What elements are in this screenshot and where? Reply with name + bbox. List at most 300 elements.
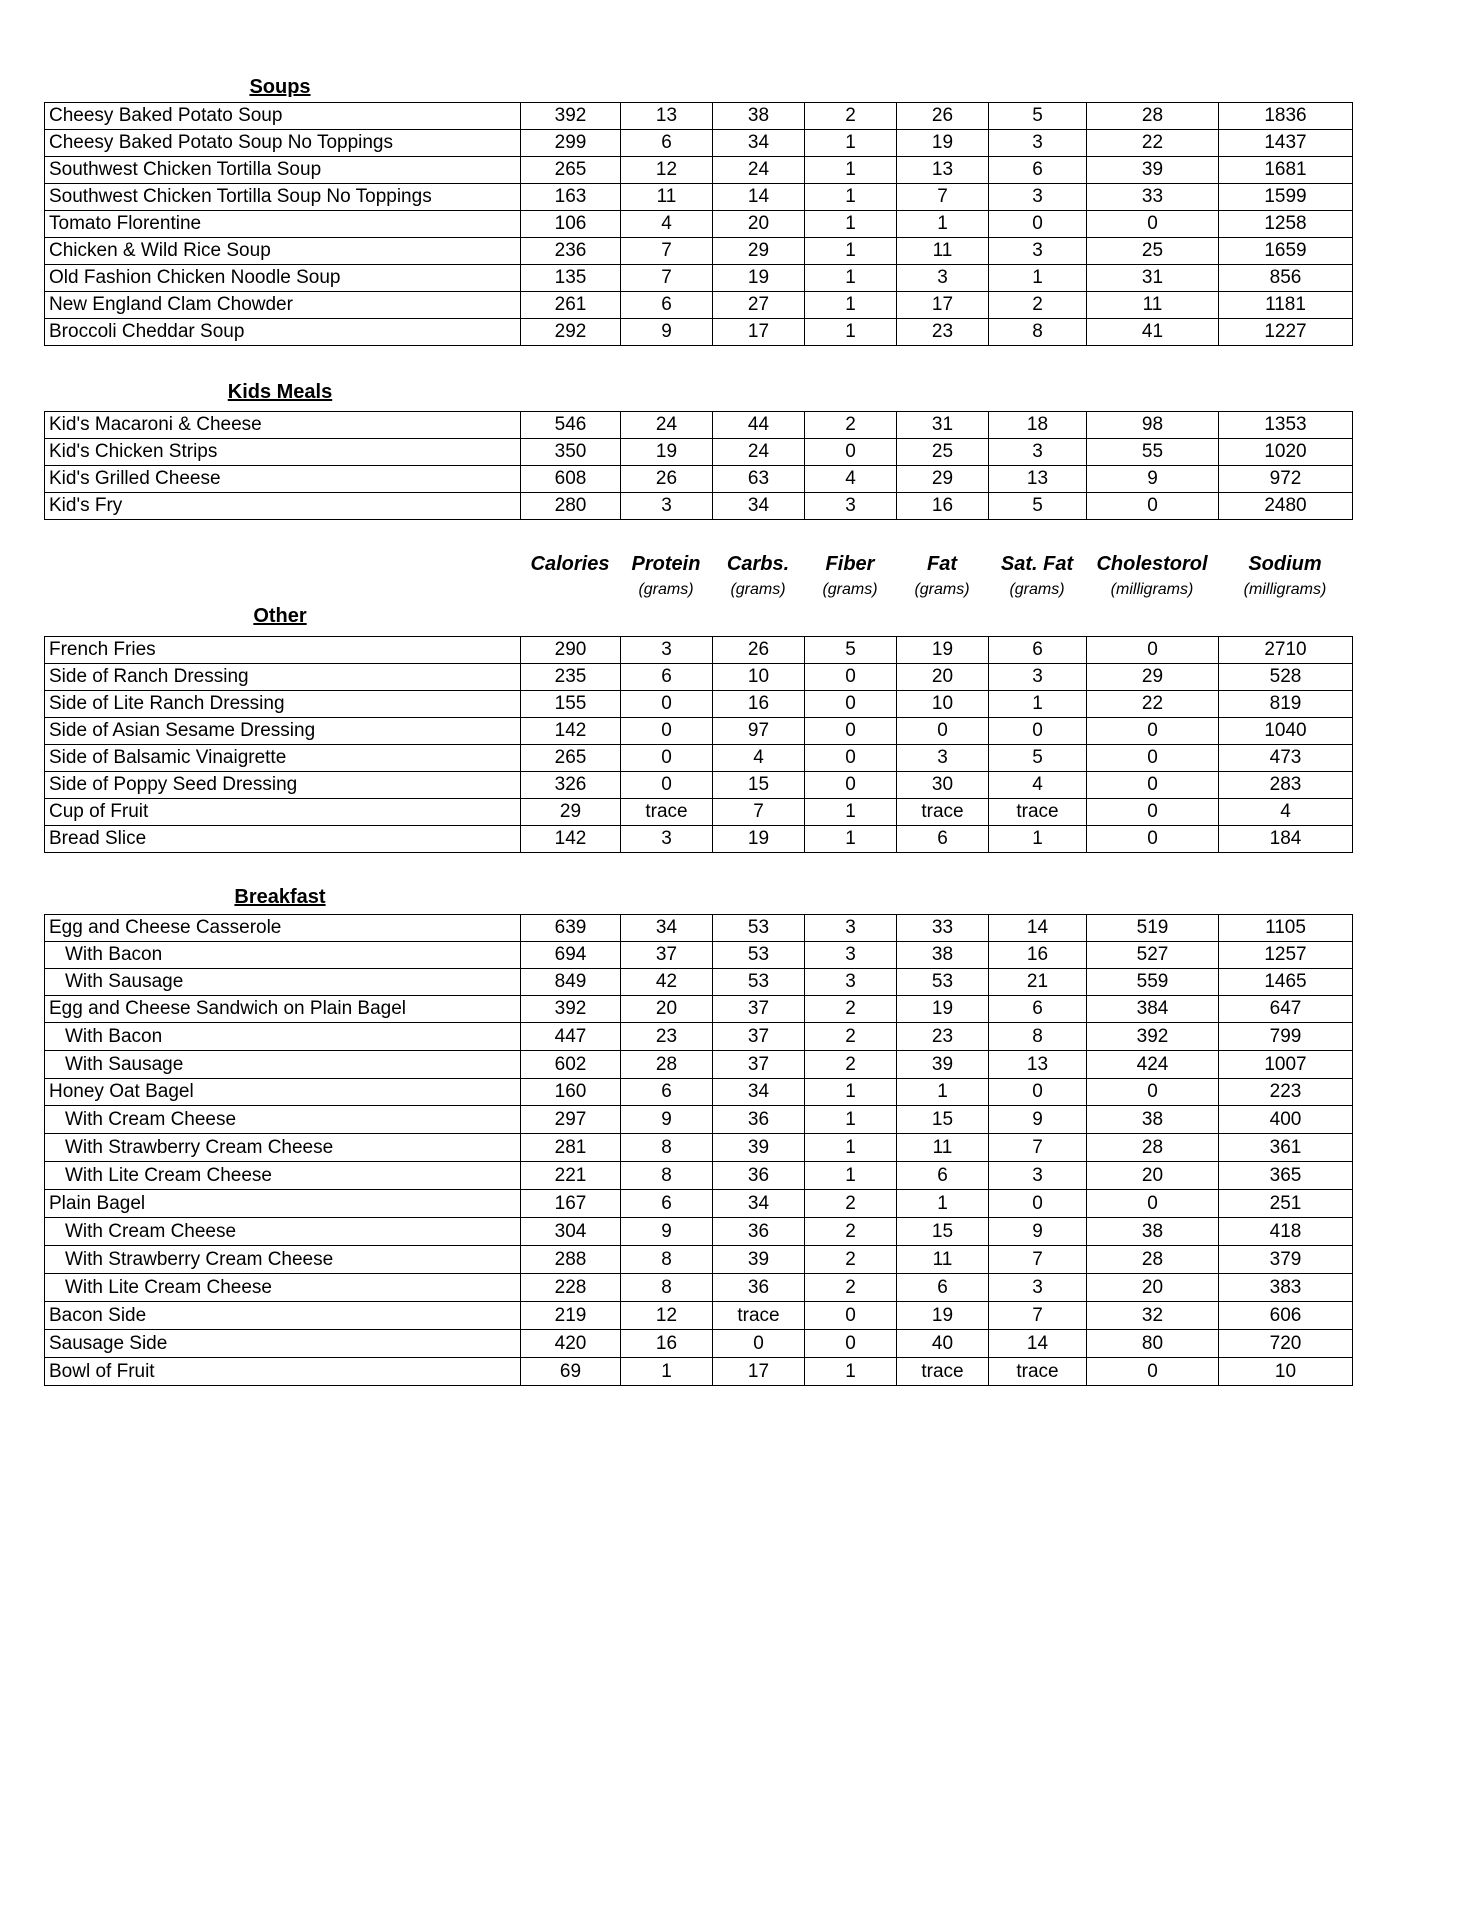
item-name: Bacon Side [45, 1302, 521, 1330]
carbs-value: 34 [713, 493, 805, 520]
fat-value: 19 [897, 637, 989, 664]
table-row [45, 1023, 1353, 1051]
calories-value: 163 [521, 184, 621, 211]
calories-value: 69 [521, 1358, 621, 1386]
sat-fat-value: 5 [989, 493, 1087, 520]
carbs-value: 17 [713, 319, 805, 346]
cholesterol-value: 559 [1087, 969, 1219, 996]
item-name: Side of Balsamic Vinaigrette [45, 745, 521, 772]
table-row [45, 1134, 1353, 1162]
cholesterol-value: 22 [1087, 691, 1219, 718]
protein-value: 1 [621, 1358, 713, 1386]
table-row [45, 1330, 1353, 1358]
item-name: Side of Ranch Dressing [45, 664, 521, 691]
column-label: Sat. Fat [1000, 553, 1074, 575]
table-row [45, 969, 1353, 996]
sodium-value: 418 [1219, 1218, 1353, 1246]
sat-fat-value: 9 [989, 1218, 1087, 1246]
protein-value: 0 [621, 772, 713, 799]
fat-value: 39 [897, 1051, 989, 1079]
carbs-value: 17 [713, 1358, 805, 1386]
calories-value: 447 [521, 1023, 621, 1051]
column-header-calories [520, 551, 620, 577]
fat-value: 19 [897, 130, 989, 157]
protein-value: trace [621, 799, 713, 826]
item-name: Plain Bagel [45, 1190, 521, 1218]
fiber-value: 1 [805, 265, 897, 292]
fiber-value: 2 [805, 1246, 897, 1274]
sodium-value: 647 [1219, 996, 1353, 1023]
sodium-value: 10 [1219, 1358, 1353, 1386]
sodium-value: 1257 [1219, 942, 1353, 969]
sodium-value: 1020 [1219, 439, 1353, 466]
carbs-value: 19 [713, 265, 805, 292]
calories-value: 304 [521, 1218, 621, 1246]
item-name: Old Fashion Chicken Noodle Soup [45, 265, 521, 292]
fiber-value: 2 [805, 1218, 897, 1246]
carbs-value: 37 [713, 1051, 805, 1079]
protein-value: 11 [621, 184, 713, 211]
sodium-value: 1040 [1219, 718, 1353, 745]
protein-value: 6 [621, 292, 713, 319]
fiber-value: 2 [805, 103, 897, 130]
fat-value: 11 [897, 1246, 989, 1274]
sodium-value: 819 [1219, 691, 1353, 718]
sodium-value: 379 [1219, 1246, 1353, 1274]
fat-value: 6 [897, 1162, 989, 1190]
fiber-value: 2 [805, 996, 897, 1023]
fat-value: 23 [897, 319, 989, 346]
calories-value: 265 [521, 745, 621, 772]
sodium-value: 1659 [1219, 238, 1353, 265]
protein-value: 6 [621, 1190, 713, 1218]
item-name: New England Clam Chowder [45, 292, 521, 319]
sat-fat-value: 5 [989, 745, 1087, 772]
calories-value: 236 [521, 238, 621, 265]
sat-fat-value: 2 [989, 292, 1087, 319]
fat-value: 17 [897, 292, 989, 319]
cholesterol-value: 0 [1087, 718, 1219, 745]
sodium-value: 1836 [1219, 103, 1353, 130]
protein-value: 3 [621, 826, 713, 853]
item-name: Egg and Cheese Sandwich on Plain Bagel [45, 996, 521, 1023]
sodium-value: 528 [1219, 664, 1353, 691]
table-row [45, 319, 1353, 346]
section-title-other: Other [253, 605, 307, 627]
carbs-value: 36 [713, 1274, 805, 1302]
cholesterol-value: 22 [1087, 130, 1219, 157]
protein-value: 7 [621, 238, 713, 265]
sodium-value: 799 [1219, 1023, 1353, 1051]
item-name: With Cream Cheese [45, 1218, 521, 1246]
sodium-value: 383 [1219, 1274, 1353, 1302]
fiber-value: 4 [805, 466, 897, 493]
fat-value: 0 [897, 718, 989, 745]
cholesterol-value: 39 [1087, 157, 1219, 184]
sat-fat-value: 18 [989, 412, 1087, 439]
cholesterol-value: 28 [1087, 103, 1219, 130]
calories-value: 265 [521, 157, 621, 184]
column-unit: (grams) [1009, 581, 1065, 598]
sodium-value: 1681 [1219, 157, 1353, 184]
table-row [45, 915, 1353, 942]
protein-value: 19 [621, 439, 713, 466]
fiber-value: 0 [805, 745, 897, 772]
carbs-value: 4 [713, 745, 805, 772]
fiber-value: 0 [805, 691, 897, 718]
protein-value: 26 [621, 466, 713, 493]
column-header-sat-fat [988, 551, 1086, 601]
carbs-value: 39 [713, 1246, 805, 1274]
fat-value: 33 [897, 915, 989, 942]
cholesterol-value: 0 [1087, 772, 1219, 799]
item-name: Side of Asian Sesame Dressing [45, 718, 521, 745]
kids-meals-table [44, 411, 1353, 520]
calories-value: 155 [521, 691, 621, 718]
calories-value: 281 [521, 1134, 621, 1162]
protein-value: 7 [621, 265, 713, 292]
fiber-value: 1 [805, 1358, 897, 1386]
calories-value: 420 [521, 1330, 621, 1358]
fiber-value: 3 [805, 969, 897, 996]
sat-fat-value: 0 [989, 211, 1087, 238]
fiber-value: 2 [805, 1051, 897, 1079]
carbs-value: 7 [713, 799, 805, 826]
fat-value: 15 [897, 1106, 989, 1134]
item-name: Kid's Grilled Cheese [45, 466, 521, 493]
table-row [45, 265, 1353, 292]
fiber-value: 2 [805, 412, 897, 439]
protein-value: 23 [621, 1023, 713, 1051]
calories-value: 29 [521, 799, 621, 826]
item-name: Side of Poppy Seed Dressing [45, 772, 521, 799]
fiber-value: 1 [805, 292, 897, 319]
table-row [45, 1190, 1353, 1218]
sat-fat-value: 3 [989, 184, 1087, 211]
sodium-value: 1437 [1219, 130, 1353, 157]
column-label: Fiber [825, 553, 875, 575]
fat-value: 1 [897, 211, 989, 238]
fat-value: 11 [897, 1134, 989, 1162]
soups-table [44, 102, 1353, 346]
item-name: Bowl of Fruit [45, 1358, 521, 1386]
item-name: Southwest Chicken Tortilla Soup No Toppings [45, 184, 521, 211]
carbs-value: 63 [713, 466, 805, 493]
table-row [45, 238, 1353, 265]
item-name: With Strawberry Cream Cheese [45, 1134, 521, 1162]
table-row [45, 103, 1353, 130]
carbs-value: 53 [713, 969, 805, 996]
fiber-value: 3 [805, 915, 897, 942]
carbs-value: 36 [713, 1106, 805, 1134]
carbs-value: 36 [713, 1162, 805, 1190]
table-row [45, 1051, 1353, 1079]
cholesterol-value: 0 [1087, 799, 1219, 826]
item-name: With Strawberry Cream Cheese [45, 1246, 521, 1274]
table-row [45, 664, 1353, 691]
sodium-value: 1465 [1219, 969, 1353, 996]
protein-value: 37 [621, 942, 713, 969]
protein-value: 0 [621, 745, 713, 772]
fiber-value: 1 [805, 1106, 897, 1134]
calories-value: 142 [521, 826, 621, 853]
fiber-value: 0 [805, 439, 897, 466]
calories-value: 228 [521, 1274, 621, 1302]
calories-value: 299 [521, 130, 621, 157]
carbs-value: 97 [713, 718, 805, 745]
table-row [45, 1106, 1353, 1134]
sat-fat-value: 3 [989, 1274, 1087, 1302]
sat-fat-value: trace [989, 799, 1087, 826]
sat-fat-value: 3 [989, 1162, 1087, 1190]
sat-fat-value: 6 [989, 996, 1087, 1023]
item-name: Sausage Side [45, 1330, 521, 1358]
sat-fat-value: 6 [989, 637, 1087, 664]
cholesterol-value: 28 [1087, 1246, 1219, 1274]
calories-value: 221 [521, 1162, 621, 1190]
item-name: With Lite Cream Cheese [45, 1274, 521, 1302]
column-unit: (milligrams) [1110, 581, 1194, 598]
fat-value: 19 [897, 996, 989, 1023]
carbs-value: 39 [713, 1134, 805, 1162]
fat-value: 1 [897, 1190, 989, 1218]
fat-value: 20 [897, 664, 989, 691]
sat-fat-value: 21 [989, 969, 1087, 996]
protein-value: 6 [621, 1079, 713, 1106]
carbs-value: 14 [713, 184, 805, 211]
sat-fat-value: 9 [989, 1106, 1087, 1134]
column-label: Carbs. [726, 553, 790, 575]
table-row [45, 1358, 1353, 1386]
table-row [45, 157, 1353, 184]
protein-value: 8 [621, 1274, 713, 1302]
carbs-value: 0 [713, 1330, 805, 1358]
cholesterol-value: 0 [1087, 637, 1219, 664]
table-row [45, 1274, 1353, 1302]
section-title-breakfast: Breakfast [234, 886, 326, 908]
calories-value: 297 [521, 1106, 621, 1134]
calories-value: 167 [521, 1190, 621, 1218]
table-row [45, 718, 1353, 745]
cholesterol-value: 55 [1087, 439, 1219, 466]
table-row [45, 466, 1353, 493]
protein-value: 12 [621, 1302, 713, 1330]
calories-value: 160 [521, 1079, 621, 1106]
fat-value: 53 [897, 969, 989, 996]
calories-value: 135 [521, 265, 621, 292]
fat-value: 6 [897, 1274, 989, 1302]
carbs-value: 34 [713, 130, 805, 157]
cholesterol-value: 392 [1087, 1023, 1219, 1051]
fat-value: 38 [897, 942, 989, 969]
table-row [45, 493, 1353, 520]
table-row [45, 691, 1353, 718]
table-row [45, 772, 1353, 799]
table-row [45, 292, 1353, 319]
item-name: Egg and Cheese Casserole [45, 915, 521, 942]
carbs-value: 27 [713, 292, 805, 319]
fiber-value: 1 [805, 319, 897, 346]
fiber-value: 0 [805, 718, 897, 745]
carbs-value: 34 [713, 1190, 805, 1218]
sat-fat-value: 14 [989, 1330, 1087, 1358]
carbs-value: 53 [713, 942, 805, 969]
fiber-value: 2 [805, 1023, 897, 1051]
column-label: Fat [927, 553, 957, 575]
protein-value: 16 [621, 1330, 713, 1358]
protein-value: 8 [621, 1162, 713, 1190]
calories-value: 326 [521, 772, 621, 799]
sodium-value: 1105 [1219, 915, 1353, 942]
cholesterol-value: 25 [1087, 238, 1219, 265]
column-header-carbs [712, 551, 804, 601]
column-label: Sodium [1248, 553, 1322, 575]
table-row [45, 130, 1353, 157]
cholesterol-value: 0 [1087, 493, 1219, 520]
fiber-value: 1 [805, 1134, 897, 1162]
cholesterol-value: 80 [1087, 1330, 1219, 1358]
cholesterol-value: 424 [1087, 1051, 1219, 1079]
sodium-value: 400 [1219, 1106, 1353, 1134]
carbs-value: 10 [713, 664, 805, 691]
item-name: With Lite Cream Cheese [45, 1162, 521, 1190]
calories-value: 694 [521, 942, 621, 969]
cholesterol-value: 0 [1087, 1358, 1219, 1386]
fiber-value: 0 [805, 664, 897, 691]
sat-fat-value: 1 [989, 826, 1087, 853]
protein-value: 42 [621, 969, 713, 996]
fat-value: 11 [897, 238, 989, 265]
fat-value: 6 [897, 826, 989, 853]
calories-value: 219 [521, 1302, 621, 1330]
item-name: French Fries [45, 637, 521, 664]
carbs-value: 26 [713, 637, 805, 664]
protein-value: 3 [621, 637, 713, 664]
carbs-value: trace [713, 1302, 805, 1330]
fat-value: 29 [897, 466, 989, 493]
column-label: Protein [631, 553, 701, 575]
table-row [45, 1302, 1353, 1330]
protein-value: 12 [621, 157, 713, 184]
protein-value: 9 [621, 319, 713, 346]
fat-value: 13 [897, 157, 989, 184]
fat-value: 23 [897, 1023, 989, 1051]
item-name: Cup of Fruit [45, 799, 521, 826]
fat-value: 40 [897, 1330, 989, 1358]
sat-fat-value: 3 [989, 238, 1087, 265]
sodium-value: 473 [1219, 745, 1353, 772]
column-unit: (grams) [730, 581, 786, 598]
item-name: With Bacon [45, 1023, 521, 1051]
column-unit: (grams) [914, 581, 970, 598]
sodium-value: 972 [1219, 466, 1353, 493]
protein-value: 3 [621, 493, 713, 520]
sat-fat-value: 7 [989, 1246, 1087, 1274]
fiber-value: 1 [805, 238, 897, 265]
fiber-value: 1 [805, 799, 897, 826]
cholesterol-value: 38 [1087, 1218, 1219, 1246]
cholesterol-value: 11 [1087, 292, 1219, 319]
cholesterol-value: 0 [1087, 211, 1219, 238]
cholesterol-value: 384 [1087, 996, 1219, 1023]
carbs-value: 38 [713, 103, 805, 130]
sat-fat-value: 1 [989, 265, 1087, 292]
sat-fat-value: 5 [989, 103, 1087, 130]
sodium-value: 720 [1219, 1330, 1353, 1358]
sodium-value: 1181 [1219, 292, 1353, 319]
cholesterol-value: 0 [1087, 826, 1219, 853]
protein-value: 6 [621, 130, 713, 157]
fiber-value: 1 [805, 826, 897, 853]
carbs-value: 44 [713, 412, 805, 439]
fat-value: 31 [897, 412, 989, 439]
sat-fat-value: 0 [989, 718, 1087, 745]
column-header-sodium [1218, 551, 1352, 601]
carbs-value: 15 [713, 772, 805, 799]
fat-value: 16 [897, 493, 989, 520]
sodium-value: 2480 [1219, 493, 1353, 520]
sodium-value: 4 [1219, 799, 1353, 826]
table-row [45, 996, 1353, 1023]
fiber-value: 0 [805, 1330, 897, 1358]
table-row [45, 184, 1353, 211]
item-name: Chicken & Wild Rice Soup [45, 238, 521, 265]
carbs-value: 19 [713, 826, 805, 853]
fat-value: 15 [897, 1218, 989, 1246]
fat-value: 26 [897, 103, 989, 130]
section-title-kids-meals: Kids Meals [227, 381, 333, 403]
sodium-value: 365 [1219, 1162, 1353, 1190]
carbs-value: 34 [713, 1079, 805, 1106]
table-row [45, 1162, 1353, 1190]
item-name: Cheesy Baked Potato Soup [45, 103, 521, 130]
item-name: Tomato Florentine [45, 211, 521, 238]
column-header-protein [620, 551, 712, 601]
fiber-value: 1 [805, 184, 897, 211]
fiber-value: 1 [805, 1162, 897, 1190]
sat-fat-value: 7 [989, 1134, 1087, 1162]
fiber-value: 0 [805, 772, 897, 799]
cholesterol-value: 0 [1087, 745, 1219, 772]
sat-fat-value: 13 [989, 466, 1087, 493]
item-name: With Sausage [45, 1051, 521, 1079]
cholesterol-value: 38 [1087, 1106, 1219, 1134]
sodium-value: 1258 [1219, 211, 1353, 238]
fat-value: 7 [897, 184, 989, 211]
carbs-value: 37 [713, 1023, 805, 1051]
sat-fat-value: 8 [989, 1023, 1087, 1051]
column-unit: (milligrams) [1243, 581, 1327, 598]
protein-value: 6 [621, 664, 713, 691]
fat-value: 10 [897, 691, 989, 718]
cholesterol-value: 20 [1087, 1274, 1219, 1302]
calories-value: 280 [521, 493, 621, 520]
table-row [45, 799, 1353, 826]
table-row [45, 211, 1353, 238]
item-name: Cheesy Baked Potato Soup No Toppings [45, 130, 521, 157]
fat-value: 1 [897, 1079, 989, 1106]
calories-value: 546 [521, 412, 621, 439]
sat-fat-value: 8 [989, 319, 1087, 346]
calories-value: 292 [521, 319, 621, 346]
fiber-value: 1 [805, 157, 897, 184]
table-row [45, 637, 1353, 664]
protein-value: 0 [621, 718, 713, 745]
fat-value: 3 [897, 745, 989, 772]
column-unit: (grams) [638, 581, 694, 598]
item-name: With Bacon [45, 942, 521, 969]
carbs-value: 53 [713, 915, 805, 942]
